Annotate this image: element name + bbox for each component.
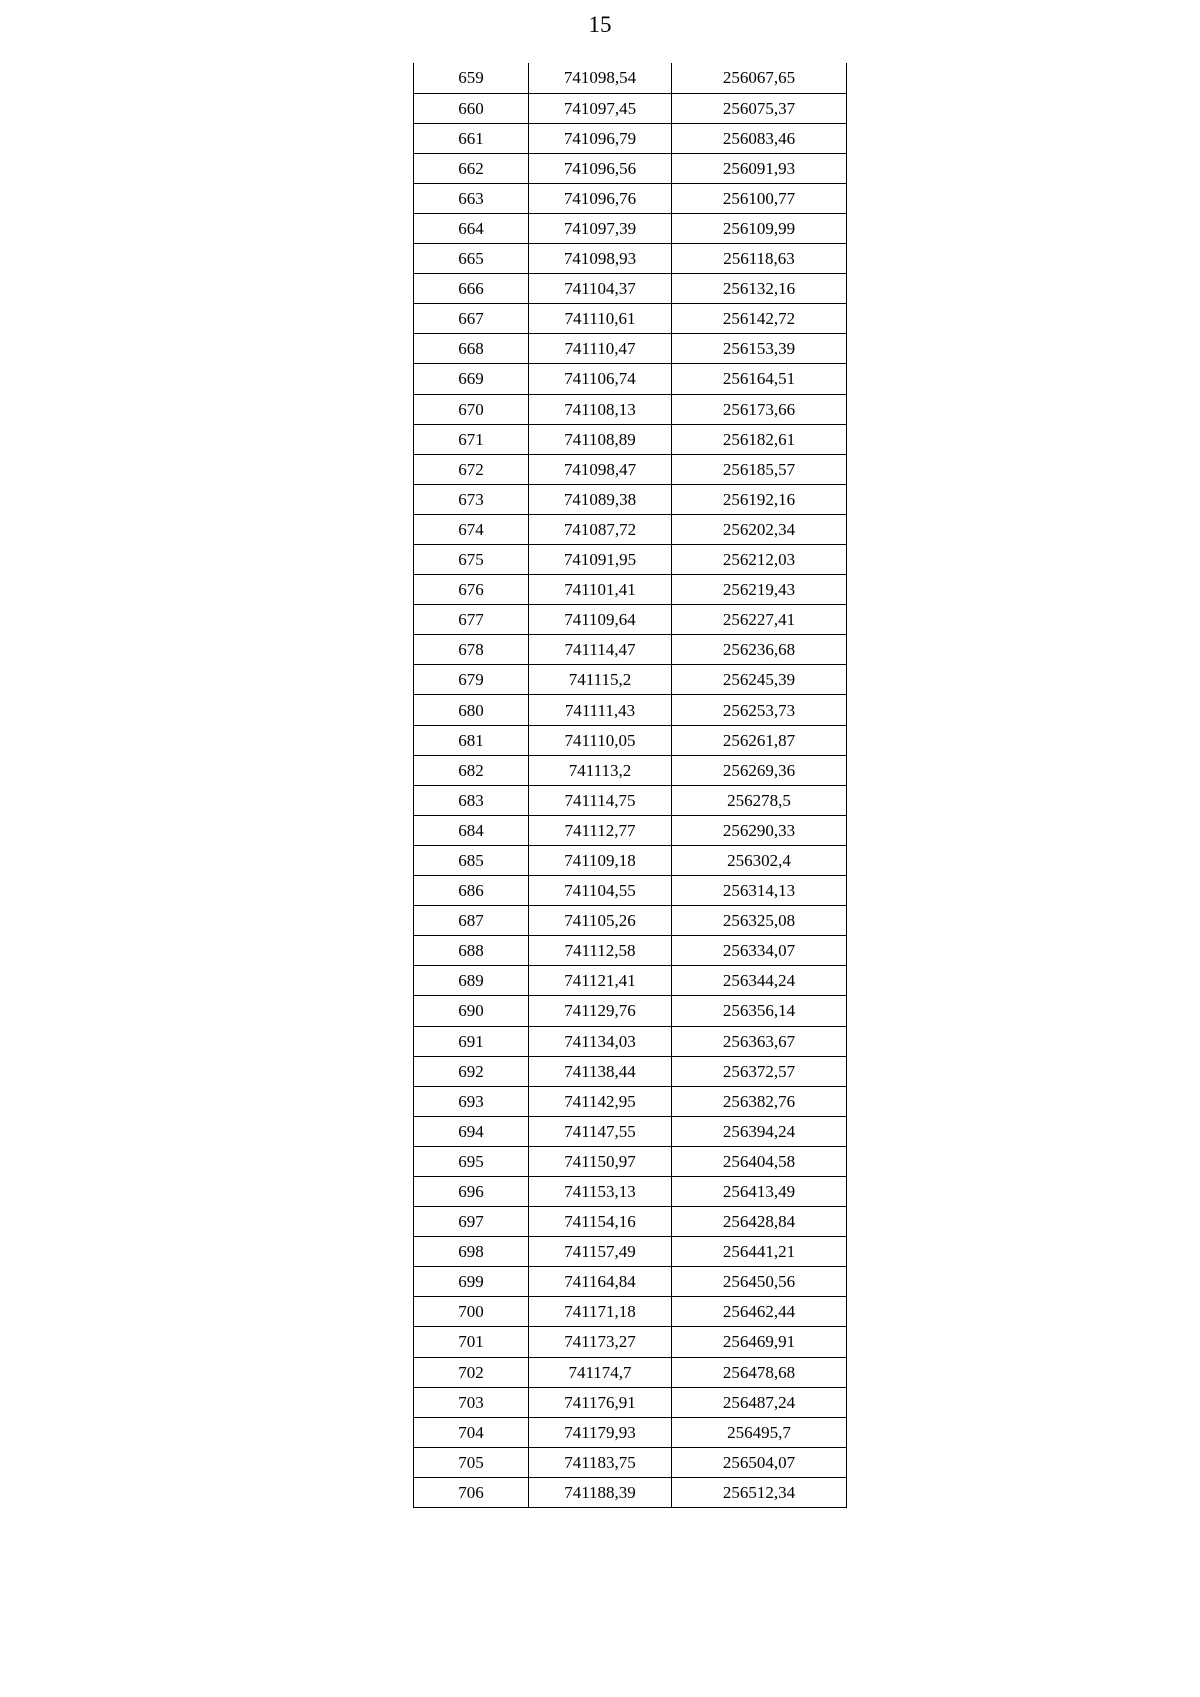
y-coordinate-cell: 256142,72 (672, 304, 847, 334)
table-row (414, 575, 847, 605)
y-coordinate-cell: 256075,37 (672, 93, 847, 123)
point-number-cell: 675 (414, 545, 529, 575)
x-coordinate-cell: 741188,39 (529, 1477, 672, 1507)
coordinates-table-body (414, 63, 847, 1508)
x-coordinate-cell: 741138,44 (529, 1056, 672, 1086)
table-row (414, 635, 847, 665)
y-coordinate-cell: 256132,16 (672, 274, 847, 304)
y-coordinate-cell: 256067,65 (672, 63, 847, 93)
point-number-cell: 667 (414, 304, 529, 334)
table-row (414, 545, 847, 575)
point-number-cell: 666 (414, 274, 529, 304)
x-coordinate-cell: 741114,75 (529, 785, 672, 815)
y-coordinate-cell: 256404,58 (672, 1146, 847, 1176)
point-number-cell: 674 (414, 514, 529, 544)
y-coordinate-cell: 256413,49 (672, 1176, 847, 1206)
table-row (414, 454, 847, 484)
table-row (414, 815, 847, 845)
table-row (414, 244, 847, 274)
y-coordinate-cell: 256372,57 (672, 1056, 847, 1086)
table-row (414, 1086, 847, 1116)
table-row (414, 484, 847, 514)
y-coordinate-cell: 256182,61 (672, 424, 847, 454)
x-coordinate-cell: 741104,37 (529, 274, 672, 304)
y-coordinate-cell: 256363,67 (672, 1026, 847, 1056)
y-coordinate-cell: 256450,56 (672, 1267, 847, 1297)
point-number-cell: 677 (414, 605, 529, 635)
table-row (414, 183, 847, 213)
point-number-cell: 686 (414, 876, 529, 906)
table-row (414, 1327, 847, 1357)
table-row (414, 665, 847, 695)
table-row (414, 1447, 847, 1477)
point-number-cell: 683 (414, 785, 529, 815)
table-row (414, 845, 847, 875)
x-coordinate-cell: 741098,47 (529, 454, 672, 484)
table-row (414, 966, 847, 996)
y-coordinate-cell: 256269,36 (672, 755, 847, 785)
x-coordinate-cell: 741096,76 (529, 183, 672, 213)
x-coordinate-cell: 741097,39 (529, 213, 672, 243)
y-coordinate-cell: 256314,13 (672, 876, 847, 906)
y-coordinate-cell: 256441,21 (672, 1237, 847, 1267)
x-coordinate-cell: 741142,95 (529, 1086, 672, 1116)
x-coordinate-cell: 741091,95 (529, 545, 672, 575)
y-coordinate-cell: 256325,08 (672, 906, 847, 936)
coordinates-table (413, 63, 847, 1508)
table-row (414, 906, 847, 936)
point-number-cell: 691 (414, 1026, 529, 1056)
point-number-cell: 660 (414, 93, 529, 123)
y-coordinate-cell: 256083,46 (672, 123, 847, 153)
point-number-cell: 688 (414, 936, 529, 966)
y-coordinate-cell: 256478,68 (672, 1357, 847, 1387)
point-number-cell: 676 (414, 575, 529, 605)
x-coordinate-cell: 741108,89 (529, 424, 672, 454)
y-coordinate-cell: 256382,76 (672, 1086, 847, 1116)
y-coordinate-cell: 256504,07 (672, 1447, 847, 1477)
x-coordinate-cell: 741105,26 (529, 906, 672, 936)
table-row (414, 996, 847, 1026)
y-coordinate-cell: 256495,7 (672, 1417, 847, 1447)
x-coordinate-cell: 741104,55 (529, 876, 672, 906)
point-number-cell: 668 (414, 334, 529, 364)
point-number-cell: 689 (414, 966, 529, 996)
point-number-cell: 670 (414, 394, 529, 424)
table-row (414, 1477, 847, 1507)
x-coordinate-cell: 741101,41 (529, 575, 672, 605)
x-coordinate-cell: 741154,16 (529, 1207, 672, 1237)
point-number-cell: 704 (414, 1417, 529, 1447)
y-coordinate-cell: 256245,39 (672, 665, 847, 695)
table-row (414, 725, 847, 755)
table-row (414, 1146, 847, 1176)
table-row (414, 755, 847, 785)
table-row (414, 123, 847, 153)
table-row (414, 1417, 847, 1447)
y-coordinate-cell: 256227,41 (672, 605, 847, 635)
point-number-cell: 665 (414, 244, 529, 274)
point-number-cell: 678 (414, 635, 529, 665)
x-coordinate-cell: 741112,77 (529, 815, 672, 845)
x-coordinate-cell: 741096,79 (529, 123, 672, 153)
table-row (414, 1026, 847, 1056)
table-row (414, 1237, 847, 1267)
y-coordinate-cell: 256356,14 (672, 996, 847, 1026)
table-row (414, 876, 847, 906)
point-number-cell: 705 (414, 1447, 529, 1477)
point-number-cell: 672 (414, 454, 529, 484)
x-coordinate-cell: 741153,13 (529, 1176, 672, 1206)
y-coordinate-cell: 256185,57 (672, 454, 847, 484)
point-number-cell: 703 (414, 1387, 529, 1417)
table-row (414, 1176, 847, 1206)
table-row (414, 1207, 847, 1237)
point-number-cell: 690 (414, 996, 529, 1026)
point-number-cell: 701 (414, 1327, 529, 1357)
point-number-cell: 664 (414, 213, 529, 243)
point-number-cell: 687 (414, 906, 529, 936)
point-number-cell: 700 (414, 1297, 529, 1327)
point-number-cell: 698 (414, 1237, 529, 1267)
y-coordinate-cell: 256428,84 (672, 1207, 847, 1237)
point-number-cell: 659 (414, 63, 529, 93)
table-row (414, 304, 847, 334)
point-number-cell: 685 (414, 845, 529, 875)
x-coordinate-cell: 741111,43 (529, 695, 672, 725)
y-coordinate-cell: 256164,51 (672, 364, 847, 394)
table-row (414, 1116, 847, 1146)
point-number-cell: 699 (414, 1267, 529, 1297)
y-coordinate-cell: 256261,87 (672, 725, 847, 755)
y-coordinate-cell: 256278,5 (672, 785, 847, 815)
x-coordinate-cell: 741179,93 (529, 1417, 672, 1447)
y-coordinate-cell: 256302,4 (672, 845, 847, 875)
y-coordinate-cell: 256091,93 (672, 153, 847, 183)
point-number-cell: 679 (414, 665, 529, 695)
y-coordinate-cell: 256173,66 (672, 394, 847, 424)
y-coordinate-cell: 256109,99 (672, 213, 847, 243)
table-row (414, 394, 847, 424)
x-coordinate-cell: 741174,7 (529, 1357, 672, 1387)
table-row (414, 785, 847, 815)
point-number-cell: 696 (414, 1176, 529, 1206)
point-number-cell: 684 (414, 815, 529, 845)
table-row (414, 334, 847, 364)
table-row (414, 63, 847, 93)
x-coordinate-cell: 741150,97 (529, 1146, 672, 1176)
x-coordinate-cell: 741113,2 (529, 755, 672, 785)
y-coordinate-cell: 256394,24 (672, 1116, 847, 1146)
x-coordinate-cell: 741110,61 (529, 304, 672, 334)
point-number-cell: 663 (414, 183, 529, 213)
point-number-cell: 693 (414, 1086, 529, 1116)
x-coordinate-cell: 741112,58 (529, 936, 672, 966)
y-coordinate-cell: 256512,34 (672, 1477, 847, 1507)
y-coordinate-cell: 256118,63 (672, 244, 847, 274)
table-row (414, 1267, 847, 1297)
y-coordinate-cell: 256212,03 (672, 545, 847, 575)
x-coordinate-cell: 741110,05 (529, 725, 672, 755)
x-coordinate-cell: 741087,72 (529, 514, 672, 544)
x-coordinate-cell: 741129,76 (529, 996, 672, 1026)
x-coordinate-cell: 741096,56 (529, 153, 672, 183)
y-coordinate-cell: 256202,34 (672, 514, 847, 544)
point-number-cell: 681 (414, 725, 529, 755)
x-coordinate-cell: 741109,18 (529, 845, 672, 875)
x-coordinate-cell: 741164,84 (529, 1267, 672, 1297)
point-number-cell: 662 (414, 153, 529, 183)
x-coordinate-cell: 741134,03 (529, 1026, 672, 1056)
x-coordinate-cell: 741097,45 (529, 93, 672, 123)
table-row (414, 213, 847, 243)
table-row (414, 936, 847, 966)
point-number-cell: 661 (414, 123, 529, 153)
y-coordinate-cell: 256469,91 (672, 1327, 847, 1357)
y-coordinate-cell: 256192,16 (672, 484, 847, 514)
x-coordinate-cell: 741108,13 (529, 394, 672, 424)
x-coordinate-cell: 741089,38 (529, 484, 672, 514)
x-coordinate-cell: 741157,49 (529, 1237, 672, 1267)
x-coordinate-cell: 741114,47 (529, 635, 672, 665)
point-number-cell: 695 (414, 1146, 529, 1176)
y-coordinate-cell: 256253,73 (672, 695, 847, 725)
y-coordinate-cell: 256334,07 (672, 936, 847, 966)
point-number-cell: 680 (414, 695, 529, 725)
table-row (414, 93, 847, 123)
x-coordinate-cell: 741098,93 (529, 244, 672, 274)
y-coordinate-cell: 256462,44 (672, 1297, 847, 1327)
point-number-cell: 673 (414, 484, 529, 514)
point-number-cell: 671 (414, 424, 529, 454)
table-row (414, 1297, 847, 1327)
table-row (414, 424, 847, 454)
y-coordinate-cell: 256153,39 (672, 334, 847, 364)
x-coordinate-cell: 741183,75 (529, 1447, 672, 1477)
point-number-cell: 694 (414, 1116, 529, 1146)
y-coordinate-cell: 256344,24 (672, 966, 847, 996)
table-row (414, 364, 847, 394)
point-number-cell: 702 (414, 1357, 529, 1387)
point-number-cell: 669 (414, 364, 529, 394)
y-coordinate-cell: 256290,33 (672, 815, 847, 845)
x-coordinate-cell: 741098,54 (529, 63, 672, 93)
x-coordinate-cell: 741171,18 (529, 1297, 672, 1327)
y-coordinate-cell: 256219,43 (672, 575, 847, 605)
page-number: 15 (588, 12, 612, 37)
table-row (414, 1387, 847, 1417)
table-row (414, 695, 847, 725)
point-number-cell: 706 (414, 1477, 529, 1507)
point-number-cell: 692 (414, 1056, 529, 1086)
x-coordinate-cell: 741176,91 (529, 1387, 672, 1417)
x-coordinate-cell: 741147,55 (529, 1116, 672, 1146)
table-row (414, 1357, 847, 1387)
x-coordinate-cell: 741115,2 (529, 665, 672, 695)
point-number-cell: 682 (414, 755, 529, 785)
y-coordinate-cell: 256236,68 (672, 635, 847, 665)
table-row (414, 514, 847, 544)
y-coordinate-cell: 256487,24 (672, 1387, 847, 1417)
x-coordinate-cell: 741173,27 (529, 1327, 672, 1357)
x-coordinate-cell: 741121,41 (529, 966, 672, 996)
x-coordinate-cell: 741106,74 (529, 364, 672, 394)
table-row (414, 605, 847, 635)
point-number-cell: 697 (414, 1207, 529, 1237)
table-row (414, 274, 847, 304)
x-coordinate-cell: 741109,64 (529, 605, 672, 635)
table-row (414, 1056, 847, 1086)
table-row (414, 153, 847, 183)
x-coordinate-cell: 741110,47 (529, 334, 672, 364)
y-coordinate-cell: 256100,77 (672, 183, 847, 213)
